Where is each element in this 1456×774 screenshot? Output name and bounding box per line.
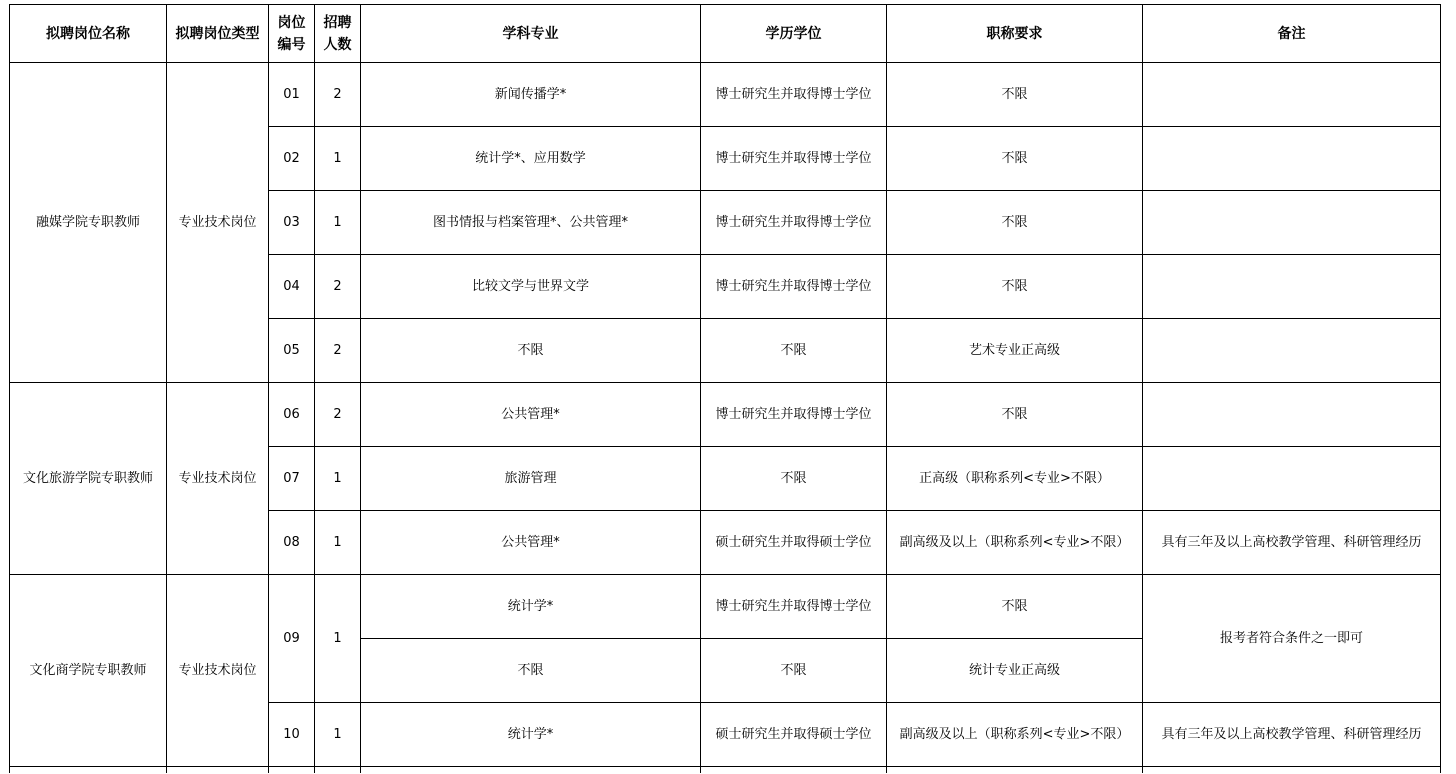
header-position-no <box>269 5 315 63</box>
degree-cell: 博士研究生并取得博士学位 <box>701 127 887 191</box>
header-count-line2: 人数 <box>323 36 352 53</box>
header-title-requirement: 职称要求 <box>887 5 1143 63</box>
header-degree: 学历学位 <box>701 5 887 63</box>
major-cell: 比较文学与世界文学 <box>361 255 701 319</box>
count-cell: 2 <box>315 255 361 319</box>
position-no-cell: 10 <box>269 703 315 767</box>
major-cell: 不限 <box>361 639 701 703</box>
note-cell <box>1143 447 1441 511</box>
title-requirement-cell: 不限 <box>887 63 1143 127</box>
degree-cell: 不限 <box>701 447 887 511</box>
title-requirement-cell: 副高级及以上（职称系列<专业>不限） <box>887 703 1143 767</box>
position-no-cell: 02 <box>269 127 315 191</box>
note-cell: 具有三年及以上高校教学管理、科研管理经历 <box>1143 703 1441 767</box>
title-requirement-cell: 不限 <box>887 127 1143 191</box>
position-type-cell: 专业技术岗位 <box>167 575 269 767</box>
major-cell: 图书情报与档案管理*、公共管理* <box>361 191 701 255</box>
major-cell: 统计学* <box>361 575 701 639</box>
major-cell: 公共管理* <box>361 383 701 447</box>
header-major: 学科专业 <box>361 5 701 63</box>
header-position-no-line1: 岗位 <box>277 14 306 31</box>
note-cell <box>1143 255 1441 319</box>
degree-cell: 不限 <box>701 319 887 383</box>
note-cell <box>1143 63 1441 127</box>
title-requirement-cell: 不限 <box>887 255 1143 319</box>
table-row <box>10 575 1441 639</box>
position-no-cell: 07 <box>269 447 315 511</box>
degree-cell: 博士研究生并取得博士学位 <box>701 383 887 447</box>
count-cell: 1 <box>315 127 361 191</box>
title-requirement-cell: 不限 <box>887 575 1143 639</box>
position-type-cell: 专业技术岗位 <box>167 383 269 575</box>
position-name-cell: 文化商学院专职教师 <box>10 575 167 767</box>
title-requirement-cell: 副高级及以上（职称系列<专业>不限） <box>887 511 1143 575</box>
header-position-type: 拟聘岗位类型 <box>167 5 269 63</box>
position-no-cell: 09 <box>269 575 315 703</box>
header-notes: 备注 <box>1143 5 1441 63</box>
position-no-cell: 06 <box>269 383 315 447</box>
table-row <box>10 63 1441 127</box>
count-cell: 1 <box>315 191 361 255</box>
position-no-cell: 05 <box>269 319 315 383</box>
count-cell: 2 <box>315 63 361 127</box>
position-name-cell: 融媒学院专职教师 <box>10 63 167 383</box>
count-cell: 1 <box>315 447 361 511</box>
note-cell <box>1143 319 1441 383</box>
header-row <box>10 5 1441 63</box>
position-no-cell: 08 <box>269 511 315 575</box>
major-cell: 旅游管理 <box>361 447 701 511</box>
major-cell: 新闻传播学* <box>361 63 701 127</box>
title-requirement-cell: 不限 <box>887 383 1143 447</box>
note-cell <box>1143 191 1441 255</box>
header-count-line1: 招聘 <box>323 14 352 31</box>
title-requirement-cell: 艺术专业正高级 <box>887 319 1143 383</box>
note-cell <box>1143 383 1441 447</box>
header-position-name: 拟聘岗位名称 <box>10 5 167 63</box>
table-row <box>10 383 1441 447</box>
count-cell: 1 <box>315 575 361 703</box>
table-row-partial <box>10 767 1441 773</box>
degree-cell: 硕士研究生并取得硕士学位 <box>701 703 887 767</box>
major-cell: 不限 <box>361 319 701 383</box>
count-cell: 2 <box>315 319 361 383</box>
position-type-cell: 专业技术岗位 <box>167 63 269 383</box>
degree-cell: 博士研究生并取得博士学位 <box>701 575 887 639</box>
note-cell <box>1143 127 1441 191</box>
title-requirement-cell: 统计专业正高级 <box>887 639 1143 703</box>
header-count <box>315 5 361 63</box>
position-name-cell: 文化旅游学院专职教师 <box>10 383 167 575</box>
degree-cell: 博士研究生并取得博士学位 <box>701 63 887 127</box>
count-cell: 1 <box>315 703 361 767</box>
count-cell: 1 <box>315 511 361 575</box>
degree-cell: 博士研究生并取得博士学位 <box>701 255 887 319</box>
position-no-cell: 03 <box>269 191 315 255</box>
degree-cell: 博士研究生并取得博士学位 <box>701 191 887 255</box>
note-cell: 报考者符合条件之一即可 <box>1143 575 1441 703</box>
note-cell: 具有三年及以上高校教学管理、科研管理经历 <box>1143 511 1441 575</box>
major-cell: 统计学* <box>361 703 701 767</box>
position-no-cell: 04 <box>269 255 315 319</box>
count-cell: 2 <box>315 383 361 447</box>
major-cell: 公共管理* <box>361 511 701 575</box>
title-requirement-cell: 正高级（职称系列<专业>不限） <box>887 447 1143 511</box>
position-no-cell: 01 <box>269 63 315 127</box>
degree-cell: 不限 <box>701 639 887 703</box>
header-position-no-line2: 编号 <box>277 36 306 53</box>
recruitment-table <box>9 4 1441 773</box>
degree-cell: 硕士研究生并取得硕士学位 <box>701 511 887 575</box>
title-requirement-cell: 不限 <box>887 191 1143 255</box>
major-cell: 统计学*、应用数学 <box>361 127 701 191</box>
